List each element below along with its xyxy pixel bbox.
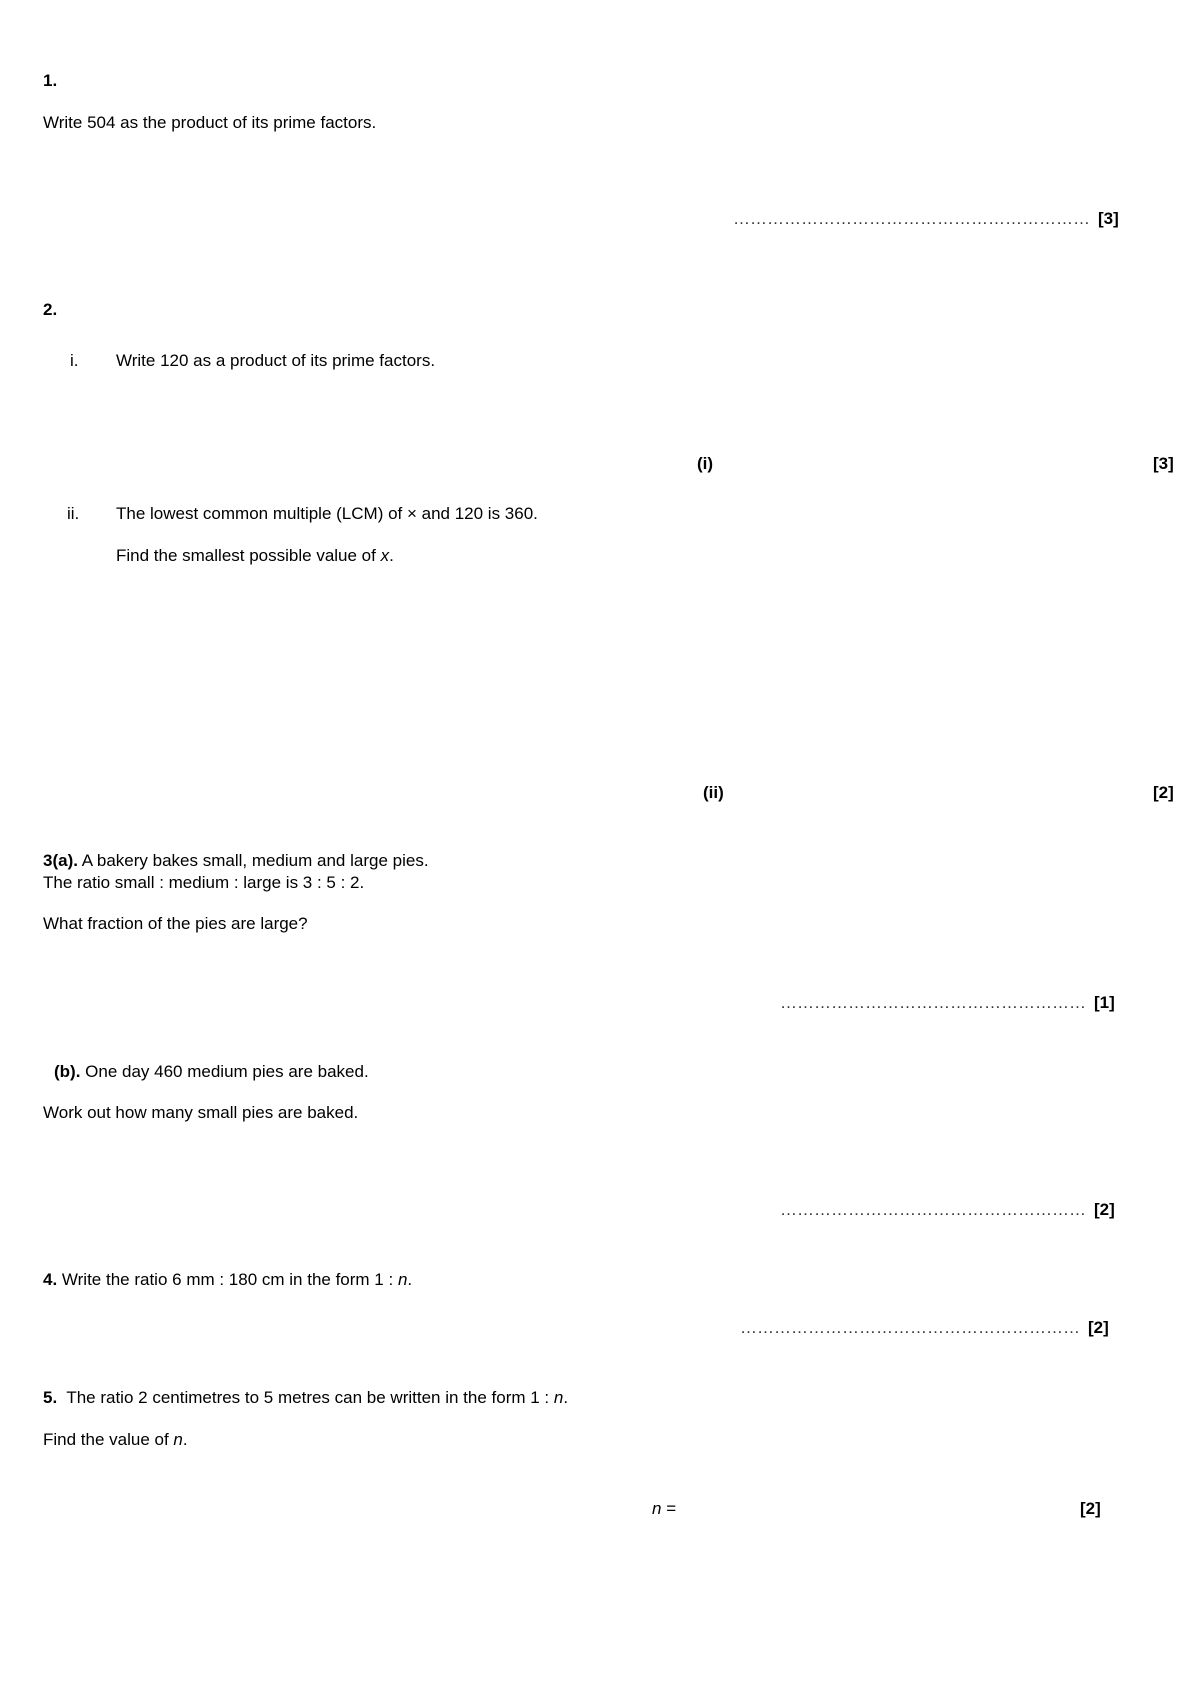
- question-2i-marks: [3]: [1153, 454, 1174, 473]
- variable-n: n: [397, 1270, 408, 1289]
- question-2ii-marks: [2]: [1153, 783, 1174, 802]
- answer-line[interactable]: ………………………………………………: [780, 993, 1086, 1012]
- question-1-answer: [733, 209, 1119, 229]
- variable-n: n: [173, 1430, 183, 1449]
- question-3b-question: Work out how many small pies are baked.: [43, 1103, 359, 1122]
- question-3b-label: (b).: [54, 1062, 81, 1081]
- question-1-number: 1.: [43, 71, 58, 90]
- question-2i-text: Write 120 as a product of its prime factors.: [116, 351, 436, 370]
- question-3b-text: (b). One day 460 medium pies are baked.: [54, 1062, 369, 1081]
- question-3a-question: What fraction of the pies are large?: [43, 914, 308, 933]
- question-3b-answer: [780, 1200, 1115, 1220]
- answer-line[interactable]: ………………………………………………: [780, 1200, 1086, 1219]
- question-4-text: 4. Write the ratio 6 mm : 180 cm in the form 1 : n.: [43, 1270, 413, 1289]
- answer-line[interactable]: ……………………………………………………: [740, 1318, 1080, 1337]
- question-5-marks: [2]: [1080, 1499, 1101, 1518]
- marks-label: [1]: [1094, 993, 1115, 1012]
- question-4-answer: [740, 1318, 1109, 1338]
- question-4-label: 4.: [43, 1270, 58, 1289]
- marks-label: [3]: [1098, 209, 1119, 228]
- question-2ii-instruction: Find the smallest possible value of x.: [116, 546, 394, 565]
- question-1-text: Write 504 as the product of its prime factors.: [43, 113, 377, 132]
- question-5-question: Find the value of n.: [43, 1430, 188, 1449]
- variable-n: n: [553, 1388, 564, 1407]
- question-5-label: 5.: [43, 1388, 58, 1407]
- question-3a-text: 3(a). A bakery bakes small, medium and large pies.: [43, 851, 429, 870]
- question-2ii-text: The lowest common multiple (LCM) of × and 120 is 360.: [116, 504, 538, 523]
- question-2-number: 2.: [43, 300, 58, 319]
- question-5-text: 5. The ratio 2 centimetres to 5 metres can be written in the form 1 : n.: [43, 1388, 569, 1407]
- answer-label-i: (i): [697, 454, 714, 473]
- marks-label: [2]: [1088, 1318, 1109, 1337]
- variable-x: x: [380, 546, 390, 565]
- question-3a-ratio: The ratio small : medium : large is 3 : 5 : 2.: [43, 873, 365, 892]
- question-5-answer-label: n =: [652, 1499, 677, 1518]
- question-3a-label: 3(a).: [43, 851, 78, 870]
- question-2i-roman: i.: [70, 351, 79, 370]
- answer-label-ii: (ii): [703, 783, 724, 802]
- marks-label: [2]: [1094, 1200, 1115, 1219]
- answer-line[interactable]: ………………………………………………………: [733, 209, 1090, 228]
- question-3a-answer: [780, 993, 1115, 1013]
- question-2ii-roman: ii.: [67, 504, 80, 523]
